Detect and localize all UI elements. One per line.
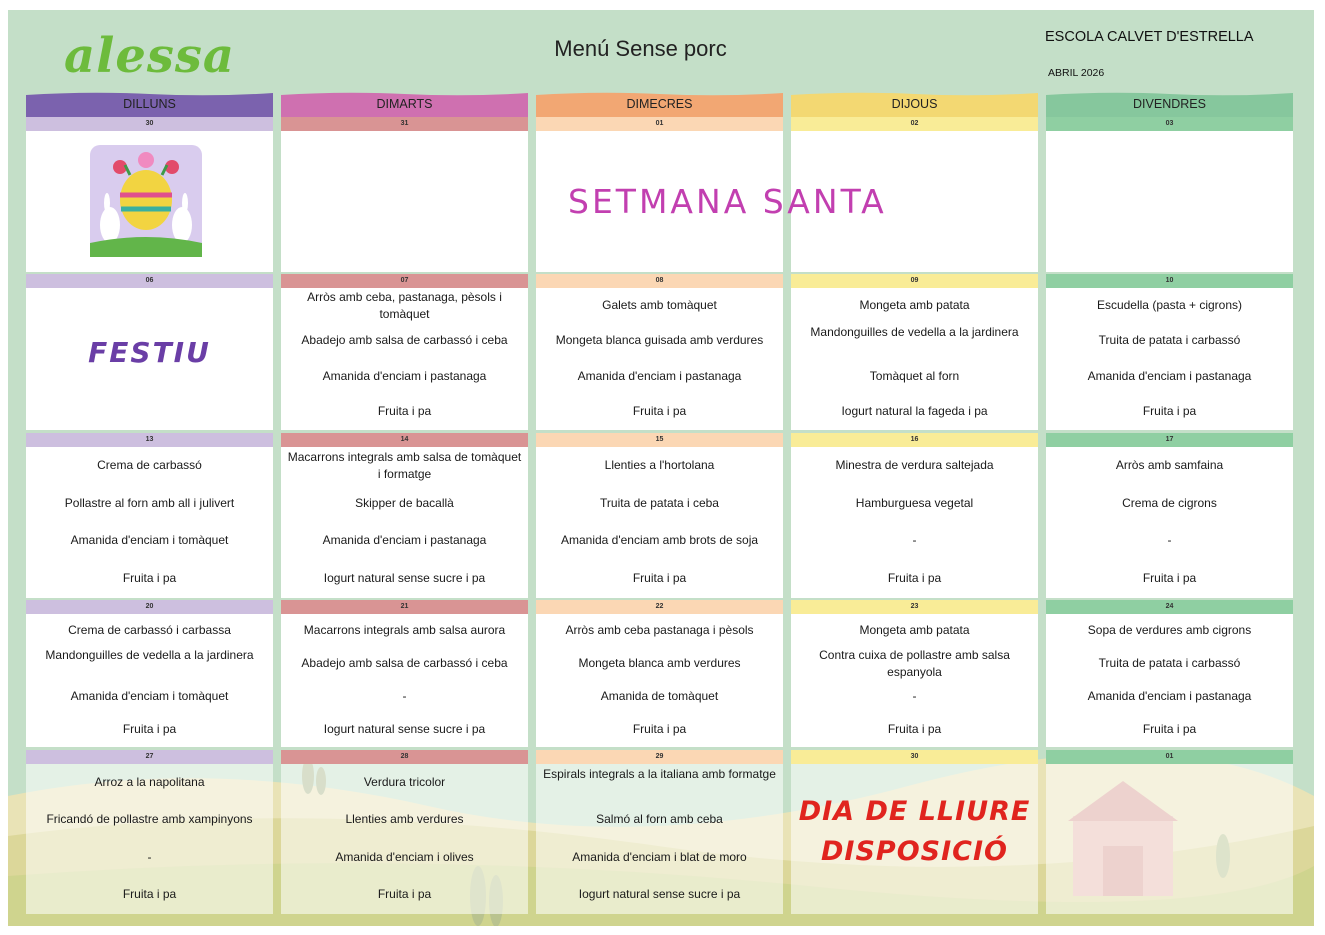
menu-dish: Amanida d'enciam i pastanaga xyxy=(322,368,487,383)
date-bar-dilluns: 27 xyxy=(26,750,273,764)
day-cell xyxy=(26,447,273,598)
menu-dish: Fruita i pa xyxy=(377,887,432,902)
day-cell xyxy=(536,288,783,430)
date-bar-dijous: 16 xyxy=(791,433,1038,447)
date-bar-dimarts: 28 xyxy=(281,750,528,764)
day-header-label: DIJOUS xyxy=(891,97,938,111)
day-header-dimarts xyxy=(281,91,528,117)
day-header-label: DIVENDRES xyxy=(1133,97,1206,111)
menu-dish: Llenties a l'hortolana xyxy=(604,457,715,472)
menu-dish: Truita de patata i ceba xyxy=(600,495,719,510)
day-cell xyxy=(791,614,1038,747)
day-header-label: DILLUNS xyxy=(123,97,176,111)
menu-dish: Amanida d'enciam i pastanaga xyxy=(322,533,487,548)
day-cell xyxy=(281,447,528,598)
day-cell xyxy=(536,614,783,747)
menu-dish: Mongeta blanca amb verdures xyxy=(578,655,741,670)
day-cell xyxy=(281,614,528,747)
day-cell xyxy=(1046,614,1293,747)
menu-dish: Salmó al forn amb ceba xyxy=(596,812,723,827)
menu-dish: Mandonguilles de vedella a la jardinera xyxy=(810,325,1019,340)
day-cell xyxy=(536,447,783,598)
day-cell xyxy=(791,288,1038,430)
menu-dish: Amanida d'enciam i tomàquet xyxy=(70,689,229,704)
day-header-dijous xyxy=(791,91,1038,117)
menu-dish: Contra cuixa de pollastre amb salsa espanyola xyxy=(819,647,1010,679)
menu-dish: Fruita i pa xyxy=(122,722,177,737)
menu-dish: Fricandó de pollastre amb xampinyons xyxy=(46,812,253,827)
menu-dish: Arròs amb samfaina xyxy=(1115,457,1224,472)
menu-dish: Abadejo amb salsa de carbassó i ceba xyxy=(301,655,508,670)
date-bar-divendres: 24 xyxy=(1046,600,1293,614)
menu-dish: Amanida d'enciam i pastanaga xyxy=(1087,368,1252,383)
date-bar-dilluns: 20 xyxy=(26,600,273,614)
date-bar-dimecres: 08 xyxy=(536,274,783,288)
day-header-label: DIMECRES xyxy=(626,97,693,111)
date-bar-dilluns: 30 xyxy=(26,117,273,131)
menu-dish: Fruita i pa xyxy=(1142,722,1197,737)
menu-dish: Escudella (pasta + cigrons) xyxy=(1096,297,1243,312)
menu-dish: Llenties amb verdures xyxy=(345,812,464,827)
menu-dish: Minestra de verdura saltejada xyxy=(835,457,994,472)
date-bar-dimecres: 01 xyxy=(536,117,783,131)
menu-page xyxy=(8,10,1314,926)
day-header-label: DIMARTS xyxy=(376,97,433,111)
date-bar-dijous: 02 xyxy=(791,117,1038,131)
date-bar-dijous: 23 xyxy=(791,600,1038,614)
day-cell xyxy=(536,764,783,914)
menu-dish: - xyxy=(402,689,407,704)
menu-dish: Amanida de tomàquet xyxy=(600,689,719,704)
menu-dish: Verdura tricolor xyxy=(363,774,446,789)
day-cell xyxy=(26,764,273,914)
easter-egg-bunnies-illustration xyxy=(90,145,202,257)
day-cell xyxy=(1046,131,1293,272)
date-bar-dijous: 30 xyxy=(791,750,1038,764)
menu-dish: Amanida d'enciam i blat de moro xyxy=(572,849,747,864)
menu-dish: Fruita i pa xyxy=(887,722,942,737)
date-bar-dimarts: 31 xyxy=(281,117,528,131)
day-cell xyxy=(1046,447,1293,598)
date-bar-divendres: 10 xyxy=(1046,274,1293,288)
menu-dish: Abadejo amb salsa de carbassó i ceba xyxy=(301,333,508,348)
day-cell xyxy=(1046,288,1293,430)
date-bar-divendres: 03 xyxy=(1046,117,1293,131)
menu-dish: Arròs amb ceba pastanaga i pèsols xyxy=(565,622,754,637)
month-label: ABRIL 2026 xyxy=(1048,67,1105,79)
menu-dish: Fruita i pa xyxy=(1142,571,1197,586)
menu-dish: Tomàquet al forn xyxy=(869,368,960,383)
menu-dish: Truita de patata i carbassó xyxy=(1098,333,1241,348)
menu-dish: Fruita i pa xyxy=(377,404,432,419)
menu-dish: Mongeta amb patata xyxy=(859,622,970,637)
menu-dish: Iogurt natural la fageda i pa xyxy=(841,404,988,419)
day-cell xyxy=(791,447,1038,598)
free-day-label: DIA DE LLIURE DISPOSICIÓ xyxy=(798,796,1031,867)
date-bar-dimecres: 15 xyxy=(536,433,783,447)
day-cell xyxy=(26,614,273,747)
menu-dish: Amanida d'enciam i tomàquet xyxy=(70,533,229,548)
menu-dish: Fruita i pa xyxy=(122,571,177,586)
date-bar-divendres: 01 xyxy=(1046,750,1293,764)
date-bar-dilluns: 13 xyxy=(26,433,273,447)
date-bar-divendres: 17 xyxy=(1046,433,1293,447)
menu-dish: Fruita i pa xyxy=(632,571,687,586)
menu-dish: Mongeta blanca guisada amb verdures xyxy=(555,333,764,348)
menu-dish: Iogurt natural sense sucre i pa xyxy=(323,722,486,737)
menu-dish: Fruita i pa xyxy=(632,404,687,419)
menu-title: Menú Sense porc xyxy=(554,36,727,61)
day-cell xyxy=(281,288,528,430)
menu-dish: Iogurt natural sense sucre i pa xyxy=(578,887,741,902)
menu-dish: Crema de cigrons xyxy=(1122,495,1217,510)
menu-dish: Amanida d'enciam i pastanaga xyxy=(1087,689,1252,704)
school-name: ESCOLA CALVET D'ESTRELLA xyxy=(1045,29,1254,45)
menu-dish: Crema de carbassó i carbassa xyxy=(68,622,231,637)
menu-dish: Mongeta amb patata xyxy=(859,297,970,312)
menu-dish: - xyxy=(1167,533,1172,548)
menu-dish: - xyxy=(912,533,917,548)
menu-dish: Crema de carbassó xyxy=(97,457,202,472)
menu-dish: Arròs amb ceba, pastanaga, pèsols i tomàquet xyxy=(307,289,502,321)
menu-dish: Amanida d'enciam amb brots de soja xyxy=(560,533,759,548)
menu-dish: Fruita i pa xyxy=(1142,404,1197,419)
menu-dish: Hamburguesa vegetal xyxy=(855,495,974,510)
day-header-divendres xyxy=(1046,91,1293,117)
day-header-dilluns xyxy=(26,91,273,117)
menu-dish: Amanida d'enciam i olives xyxy=(335,849,474,864)
day-cell xyxy=(281,764,528,914)
date-bar-dimecres: 22 xyxy=(536,600,783,614)
date-bar-dimarts: 07 xyxy=(281,274,528,288)
menu-dish: Skipper de bacallà xyxy=(355,495,454,510)
menu-dish: Pollastre al forn amb all i julivert xyxy=(64,495,235,510)
menu-dish: Macarrons integrals amb salsa aurora xyxy=(303,622,506,637)
menu-dish: Espirals integrals a la italiana amb formatge xyxy=(543,766,776,781)
menu-dish: - xyxy=(147,849,152,864)
day-header-dimecres xyxy=(536,91,783,117)
date-bar-dijous: 09 xyxy=(791,274,1038,288)
date-bar-dimarts: 21 xyxy=(281,600,528,614)
menu-dish: Arroz a la napolitana xyxy=(94,774,205,789)
menu-dish: Fruita i pa xyxy=(632,722,687,737)
holiday-label: FESTIU xyxy=(88,336,211,369)
day-cell xyxy=(1046,764,1293,914)
menu-dish: Macarrons integrals amb salsa de tomàquet i formatge xyxy=(287,449,522,481)
date-bar-dimecres: 29 xyxy=(536,750,783,764)
menu-dish: Fruita i pa xyxy=(122,887,177,902)
menu-dish: Truita de patata i carbassó xyxy=(1098,655,1241,670)
menu-dish: Sopa de verdures amb cigrons xyxy=(1087,622,1252,637)
alessa-logo: alessa xyxy=(64,28,236,84)
menu-dish: Iogurt natural sense sucre i pa xyxy=(323,571,486,586)
menu-dish: Fruita i pa xyxy=(887,571,942,586)
holy-week-banner: SETMANA SANTA xyxy=(568,182,887,221)
date-bar-dimarts: 14 xyxy=(281,433,528,447)
date-bar-dilluns: 06 xyxy=(26,274,273,288)
menu-dish: Galets amb tomàquet xyxy=(602,297,717,312)
menu-dish: Amanida d'enciam i pastanaga xyxy=(577,368,742,383)
day-cell xyxy=(281,131,528,272)
menu-dish: Mandonguilles de vedella a la jardinera xyxy=(45,647,254,662)
menu-dish: - xyxy=(912,689,917,704)
